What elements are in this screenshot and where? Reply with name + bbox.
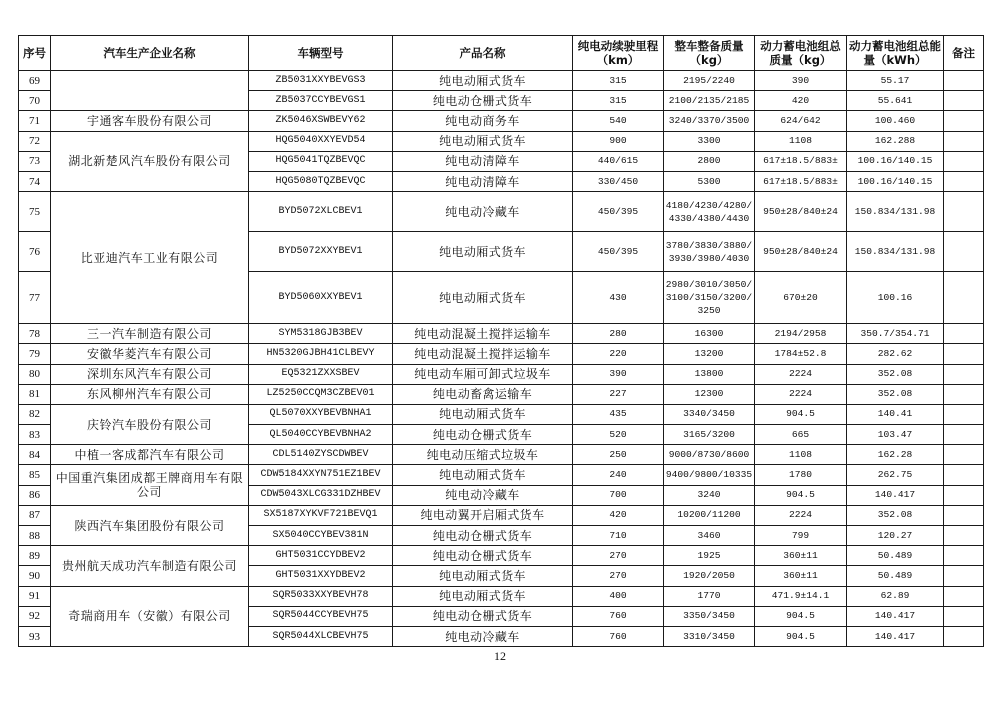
cell-battery-energy: 55.641 bbox=[847, 91, 944, 111]
cell-vehicle-model: GHT5031CCYDBEV2 bbox=[249, 546, 393, 566]
cell-vehicle-model: BYD5072XLCBEV1 bbox=[249, 192, 393, 232]
cell-note bbox=[944, 546, 984, 566]
cell-company: 湖北新楚风汽车股份有限公司 bbox=[51, 131, 249, 192]
cell-battery-mass: 665 bbox=[755, 425, 847, 445]
cell-vehicle-model: BYD5060XXYBEV1 bbox=[249, 272, 393, 324]
cell-product-name: 纯电动混凝土搅拌运输车 bbox=[393, 344, 573, 364]
cell-curb-mass: 3300 bbox=[664, 131, 755, 151]
cell-number: 86 bbox=[19, 485, 51, 505]
cell-curb-mass: 2195/2240 bbox=[664, 71, 755, 91]
cell-company: 东风柳州汽车有限公司 bbox=[51, 384, 249, 404]
cell-battery-mass: 1784±52.8 bbox=[755, 344, 847, 364]
cell-range: 700 bbox=[573, 485, 664, 505]
header-line: 纯电动续驶里程 bbox=[577, 39, 659, 53]
cell-battery-energy: 352.08 bbox=[847, 384, 944, 404]
cell-battery-mass: 617±18.5/883± bbox=[755, 171, 847, 191]
cell-curb-mass: 3340/3450 bbox=[664, 404, 755, 424]
cell-note bbox=[944, 404, 984, 424]
cell-battery-mass: 1108 bbox=[755, 445, 847, 465]
cell-number: 81 bbox=[19, 384, 51, 404]
cell-vehicle-model: SQR5044CCYBEVH75 bbox=[249, 606, 393, 626]
table-row bbox=[19, 404, 984, 424]
cell-curb-mass: 9400/9800/10335 bbox=[664, 465, 755, 485]
cell-battery-energy: 140.417 bbox=[847, 485, 944, 505]
cell-product-name: 纯电动厢式货车 bbox=[393, 586, 573, 606]
cell-range: 520 bbox=[573, 425, 664, 445]
cell-product-name: 纯电动仓栅式货车 bbox=[393, 91, 573, 111]
cell-company bbox=[51, 71, 249, 111]
cell-range: 390 bbox=[573, 364, 664, 384]
cell-product-name: 纯电动压缩式垃圾车 bbox=[393, 445, 573, 465]
cell-note bbox=[944, 606, 984, 626]
table-row bbox=[19, 324, 984, 344]
cell-curb-mass: 3240 bbox=[664, 485, 755, 505]
cell-range: 760 bbox=[573, 606, 664, 626]
cell-battery-energy: 352.08 bbox=[847, 505, 944, 525]
cell-note bbox=[944, 111, 984, 131]
cell-vehicle-model: HQG5041TQZBEVQC bbox=[249, 151, 393, 171]
cell-battery-energy: 100.16 bbox=[847, 272, 944, 324]
cell-battery-mass: 950±28/840±24 bbox=[755, 232, 847, 272]
cell-note bbox=[944, 526, 984, 546]
header-line: 动力蓄电池组总 bbox=[760, 39, 841, 53]
table-row bbox=[19, 505, 984, 525]
cell-vehicle-model: ZB5031XXYBEVGS3 bbox=[249, 71, 393, 91]
cell-product-name: 纯电动车厢可卸式垃圾车 bbox=[393, 364, 573, 384]
cell-note bbox=[944, 272, 984, 324]
cell-product-name: 纯电动畜禽运输车 bbox=[393, 384, 573, 404]
cell-battery-mass: 904.5 bbox=[755, 606, 847, 626]
cell-range: 420 bbox=[573, 505, 664, 525]
cell-product-name: 纯电动冷藏车 bbox=[393, 192, 573, 232]
cell-curb-mass: 2980/3010/3050/3100/3150/3200/3250 bbox=[664, 272, 755, 324]
cell-vehicle-model: SYM5318GJB3BEV bbox=[249, 324, 393, 344]
cell-company: 宇通客车股份有限公司 bbox=[51, 111, 249, 131]
cell-note bbox=[944, 505, 984, 525]
column-header-range bbox=[573, 36, 664, 71]
header-line: （kg） bbox=[689, 53, 729, 67]
cell-product-name: 纯电动仓栅式货车 bbox=[393, 425, 573, 445]
cell-battery-energy: 100.16/140.15 bbox=[847, 151, 944, 171]
cell-vehicle-model: SX5040CCYBEV381N bbox=[249, 526, 393, 546]
cell-product-name: 纯电动厢式货车 bbox=[393, 71, 573, 91]
cell-vehicle-model: EQ5321ZXXSBEV bbox=[249, 364, 393, 384]
cell-curb-mass: 3240/3370/3500 bbox=[664, 111, 755, 131]
cell-product-name: 纯电动厢式货车 bbox=[393, 232, 573, 272]
cell-number: 83 bbox=[19, 425, 51, 445]
column-header-battery-mass bbox=[755, 36, 847, 71]
cell-note bbox=[944, 384, 984, 404]
cell-vehicle-model: QL5070XXYBEVBNHA1 bbox=[249, 404, 393, 424]
cell-battery-energy: 140.417 bbox=[847, 626, 944, 646]
cell-number: 72 bbox=[19, 131, 51, 151]
cell-battery-mass: 1108 bbox=[755, 131, 847, 151]
cell-range: 270 bbox=[573, 566, 664, 586]
cell-curb-mass: 3165/3200 bbox=[664, 425, 755, 445]
cell-battery-energy: 103.47 bbox=[847, 425, 944, 445]
cell-company: 中植一客成都汽车有限公司 bbox=[51, 445, 249, 465]
page-number: 12 bbox=[494, 649, 506, 663]
cell-product-name: 纯电动仓栅式货车 bbox=[393, 526, 573, 546]
cell-vehicle-model: ZK5046XSWBEVY62 bbox=[249, 111, 393, 131]
cell-range: 250 bbox=[573, 445, 664, 465]
cell-battery-energy: 140.417 bbox=[847, 606, 944, 626]
cell-number: 78 bbox=[19, 324, 51, 344]
cell-product-name: 纯电动商务车 bbox=[393, 111, 573, 131]
cell-range: 450/395 bbox=[573, 192, 664, 232]
cell-vehicle-model: CDW5184XXYN751EZ1BEV bbox=[249, 465, 393, 485]
cell-number: 82 bbox=[19, 404, 51, 424]
cell-curb-mass: 1925 bbox=[664, 546, 755, 566]
column-header-battery-energy bbox=[847, 36, 944, 71]
cell-range: 315 bbox=[573, 91, 664, 111]
cell-note bbox=[944, 324, 984, 344]
cell-number: 75 bbox=[19, 192, 51, 232]
cell-curb-mass: 5300 bbox=[664, 171, 755, 191]
cell-note bbox=[944, 445, 984, 465]
cell-number: 70 bbox=[19, 91, 51, 111]
cell-note bbox=[944, 626, 984, 646]
cell-number: 74 bbox=[19, 171, 51, 191]
cell-range: 760 bbox=[573, 626, 664, 646]
cell-vehicle-model: LZ5250CCQM3CZBEV01 bbox=[249, 384, 393, 404]
column-header-product bbox=[393, 36, 573, 71]
cell-number: 77 bbox=[19, 272, 51, 324]
cell-curb-mass: 3350/3450 bbox=[664, 606, 755, 626]
cell-curb-mass: 2100/2135/2185 bbox=[664, 91, 755, 111]
cell-number: 93 bbox=[19, 626, 51, 646]
cell-battery-mass: 471.9±14.1 bbox=[755, 586, 847, 606]
cell-battery-mass: 950±28/840±24 bbox=[755, 192, 847, 232]
cell-range: 540 bbox=[573, 111, 664, 131]
cell-battery-mass: 2194/2958 bbox=[755, 324, 847, 344]
header-line: 量（kWh） bbox=[863, 53, 927, 67]
cell-range: 430 bbox=[573, 272, 664, 324]
cell-range: 227 bbox=[573, 384, 664, 404]
cell-battery-energy: 55.17 bbox=[847, 71, 944, 91]
cell-number: 73 bbox=[19, 151, 51, 171]
table-row bbox=[19, 445, 984, 465]
table-row bbox=[19, 546, 984, 566]
cell-number: 90 bbox=[19, 566, 51, 586]
table-row bbox=[19, 364, 984, 384]
cell-product-name: 纯电动厢式货车 bbox=[393, 272, 573, 324]
cell-vehicle-model: SQR5033XXYBEVH78 bbox=[249, 586, 393, 606]
cell-company: 比亚迪汽车工业有限公司 bbox=[51, 192, 249, 324]
cell-curb-mass: 3780/3830/3880/3930/3980/4030 bbox=[664, 232, 755, 272]
cell-battery-mass: 799 bbox=[755, 526, 847, 546]
column-header-curb-mass bbox=[664, 36, 755, 71]
cell-range: 900 bbox=[573, 131, 664, 151]
cell-product-name: 纯电动混凝土搅拌运输车 bbox=[393, 324, 573, 344]
cell-product-name: 纯电动翼开启厢式货车 bbox=[393, 505, 573, 525]
cell-range: 400 bbox=[573, 586, 664, 606]
header-line: 备注 bbox=[952, 46, 975, 60]
table-row bbox=[19, 465, 984, 485]
cell-company: 安徽华菱汽车有限公司 bbox=[51, 344, 249, 364]
cell-vehicle-model: CDL5140ZYSCDWBEV bbox=[249, 445, 393, 465]
cell-number: 84 bbox=[19, 445, 51, 465]
cell-number: 92 bbox=[19, 606, 51, 626]
cell-vehicle-model: HN5320GJBH41CLBEVY bbox=[249, 344, 393, 364]
cell-company: 奇瑞商用车（安徽）有限公司 bbox=[51, 586, 249, 647]
cell-battery-energy: 350.7/354.71 bbox=[847, 324, 944, 344]
cell-battery-mass: 390 bbox=[755, 71, 847, 91]
cell-curb-mass: 3310/3450 bbox=[664, 626, 755, 646]
cell-battery-mass: 2224 bbox=[755, 505, 847, 525]
cell-range: 450/395 bbox=[573, 232, 664, 272]
cell-company: 深圳东风汽车有限公司 bbox=[51, 364, 249, 384]
cell-battery-energy: 150.834/131.98 bbox=[847, 232, 944, 272]
header-line: 汽车生产企业名称 bbox=[103, 46, 196, 60]
cell-company: 贵州航天成功汽车制造有限公司 bbox=[51, 546, 249, 586]
cell-range: 710 bbox=[573, 526, 664, 546]
cell-battery-mass: 670±20 bbox=[755, 272, 847, 324]
cell-note bbox=[944, 71, 984, 91]
cell-battery-energy: 150.834/131.98 bbox=[847, 192, 944, 232]
cell-battery-energy: 120.27 bbox=[847, 526, 944, 546]
cell-battery-mass: 904.5 bbox=[755, 485, 847, 505]
cell-curb-mass: 13200 bbox=[664, 344, 755, 364]
cell-battery-mass: 360±11 bbox=[755, 566, 847, 586]
cell-product-name: 纯电动厢式货车 bbox=[393, 465, 573, 485]
cell-number: 87 bbox=[19, 505, 51, 525]
cell-curb-mass: 3460 bbox=[664, 526, 755, 546]
header-line: （km） bbox=[596, 53, 640, 67]
cell-battery-energy: 162.28 bbox=[847, 445, 944, 465]
cell-vehicle-model: ZB5037CCYBEVGS1 bbox=[249, 91, 393, 111]
cell-company: 中国重汽集团成都王牌商用车有限公司 bbox=[51, 465, 249, 505]
cell-range: 280 bbox=[573, 324, 664, 344]
cell-battery-mass: 1780 bbox=[755, 465, 847, 485]
cell-note bbox=[944, 425, 984, 445]
cell-range: 240 bbox=[573, 465, 664, 485]
cell-note bbox=[944, 364, 984, 384]
cell-battery-energy: 262.75 bbox=[847, 465, 944, 485]
table-body bbox=[19, 71, 984, 647]
cell-note bbox=[944, 192, 984, 232]
cell-battery-mass: 904.5 bbox=[755, 626, 847, 646]
cell-battery-mass: 2224 bbox=[755, 384, 847, 404]
cell-battery-energy: 352.08 bbox=[847, 364, 944, 384]
cell-note bbox=[944, 485, 984, 505]
cell-battery-mass: 624/642 bbox=[755, 111, 847, 131]
cell-battery-energy: 62.89 bbox=[847, 586, 944, 606]
cell-note bbox=[944, 344, 984, 364]
cell-curb-mass: 2800 bbox=[664, 151, 755, 171]
cell-number: 80 bbox=[19, 364, 51, 384]
cell-curb-mass: 9000/8730/8600 bbox=[664, 445, 755, 465]
cell-vehicle-model: BYD5072XXYBEV1 bbox=[249, 232, 393, 272]
cell-range: 220 bbox=[573, 344, 664, 364]
header-line: 产品名称 bbox=[459, 46, 506, 60]
cell-curb-mass: 12300 bbox=[664, 384, 755, 404]
table-row bbox=[19, 586, 984, 606]
cell-battery-mass: 617±18.5/883± bbox=[755, 151, 847, 171]
cell-vehicle-model: CDW5043XLCG331DZHBEV bbox=[249, 485, 393, 505]
column-header-model bbox=[249, 36, 393, 71]
cell-battery-energy: 100.16/140.15 bbox=[847, 171, 944, 191]
cell-number: 76 bbox=[19, 232, 51, 272]
cell-product-name: 纯电动厢式货车 bbox=[393, 566, 573, 586]
column-header-number bbox=[19, 36, 51, 71]
cell-number: 89 bbox=[19, 546, 51, 566]
cell-curb-mass: 13800 bbox=[664, 364, 755, 384]
cell-company: 三一汽车制造有限公司 bbox=[51, 324, 249, 344]
cell-number: 91 bbox=[19, 586, 51, 606]
cell-product-name: 纯电动冷藏车 bbox=[393, 485, 573, 505]
table-row bbox=[19, 344, 984, 364]
cell-battery-energy: 50.489 bbox=[847, 546, 944, 566]
cell-curb-mass: 16300 bbox=[664, 324, 755, 344]
cell-note bbox=[944, 566, 984, 586]
cell-note bbox=[944, 232, 984, 272]
cell-note bbox=[944, 151, 984, 171]
cell-vehicle-model: SX5187XYKVF721BEVQ1 bbox=[249, 505, 393, 525]
header-line: 动力蓄电池组总能 bbox=[849, 39, 941, 53]
column-header-company bbox=[51, 36, 249, 71]
vehicle-catalog-table bbox=[18, 35, 984, 647]
header-line: 质量（kg） bbox=[769, 53, 832, 67]
table-row bbox=[19, 71, 984, 91]
table-header bbox=[19, 36, 984, 71]
cell-vehicle-model: SQR5044XLCBEVH75 bbox=[249, 626, 393, 646]
cell-battery-mass: 904.5 bbox=[755, 404, 847, 424]
cell-product-name: 纯电动清障车 bbox=[393, 151, 573, 171]
cell-range: 435 bbox=[573, 404, 664, 424]
cell-battery-energy: 162.288 bbox=[847, 131, 944, 151]
cell-range: 330/450 bbox=[573, 171, 664, 191]
cell-vehicle-model: HQG5080TQZBEVQC bbox=[249, 171, 393, 191]
cell-curb-mass: 4180/4230/4280/4330/4380/4430 bbox=[664, 192, 755, 232]
cell-curb-mass: 10200/11200 bbox=[664, 505, 755, 525]
cell-curb-mass: 1920/2050 bbox=[664, 566, 755, 586]
cell-note bbox=[944, 465, 984, 485]
cell-curb-mass: 1770 bbox=[664, 586, 755, 606]
cell-battery-mass: 2224 bbox=[755, 364, 847, 384]
cell-battery-energy: 282.62 bbox=[847, 344, 944, 364]
header-row bbox=[19, 36, 984, 71]
cell-battery-energy: 140.41 bbox=[847, 404, 944, 424]
cell-range: 315 bbox=[573, 71, 664, 91]
cell-product-name: 纯电动仓栅式货车 bbox=[393, 546, 573, 566]
table-row bbox=[19, 111, 984, 131]
cell-number: 88 bbox=[19, 526, 51, 546]
cell-product-name: 纯电动清障车 bbox=[393, 171, 573, 191]
table-row bbox=[19, 131, 984, 151]
cell-note bbox=[944, 91, 984, 111]
cell-number: 71 bbox=[19, 111, 51, 131]
cell-vehicle-model: HQG5040XXYEVD54 bbox=[249, 131, 393, 151]
cell-company: 庆铃汽车股份有限公司 bbox=[51, 404, 249, 444]
cell-product-name: 纯电动厢式货车 bbox=[393, 404, 573, 424]
cell-number: 69 bbox=[19, 71, 51, 91]
cell-note bbox=[944, 171, 984, 191]
cell-vehicle-model: QL5040CCYBEVBNHA2 bbox=[249, 425, 393, 445]
cell-product-name: 纯电动仓栅式货车 bbox=[393, 606, 573, 626]
cell-company: 陕西汽车集团股份有限公司 bbox=[51, 505, 249, 545]
cell-note bbox=[944, 586, 984, 606]
header-line: 整车整备质量 bbox=[674, 39, 744, 53]
cell-battery-energy: 100.460 bbox=[847, 111, 944, 131]
column-header-note bbox=[944, 36, 984, 71]
header-line: 车辆型号 bbox=[297, 46, 344, 60]
cell-battery-mass: 360±11 bbox=[755, 546, 847, 566]
table-row bbox=[19, 192, 984, 232]
cell-battery-mass: 420 bbox=[755, 91, 847, 111]
cell-number: 79 bbox=[19, 344, 51, 364]
cell-range: 440/615 bbox=[573, 151, 664, 171]
cell-note bbox=[944, 131, 984, 151]
cell-number: 85 bbox=[19, 465, 51, 485]
cell-range: 270 bbox=[573, 546, 664, 566]
cell-product-name: 纯电动厢式货车 bbox=[393, 131, 573, 151]
cell-vehicle-model: GHT5031XXYDBEV2 bbox=[249, 566, 393, 586]
header-line: 序号 bbox=[23, 46, 46, 60]
table-row bbox=[19, 384, 984, 404]
cell-battery-energy: 50.489 bbox=[847, 566, 944, 586]
cell-product-name: 纯电动冷藏车 bbox=[393, 626, 573, 646]
